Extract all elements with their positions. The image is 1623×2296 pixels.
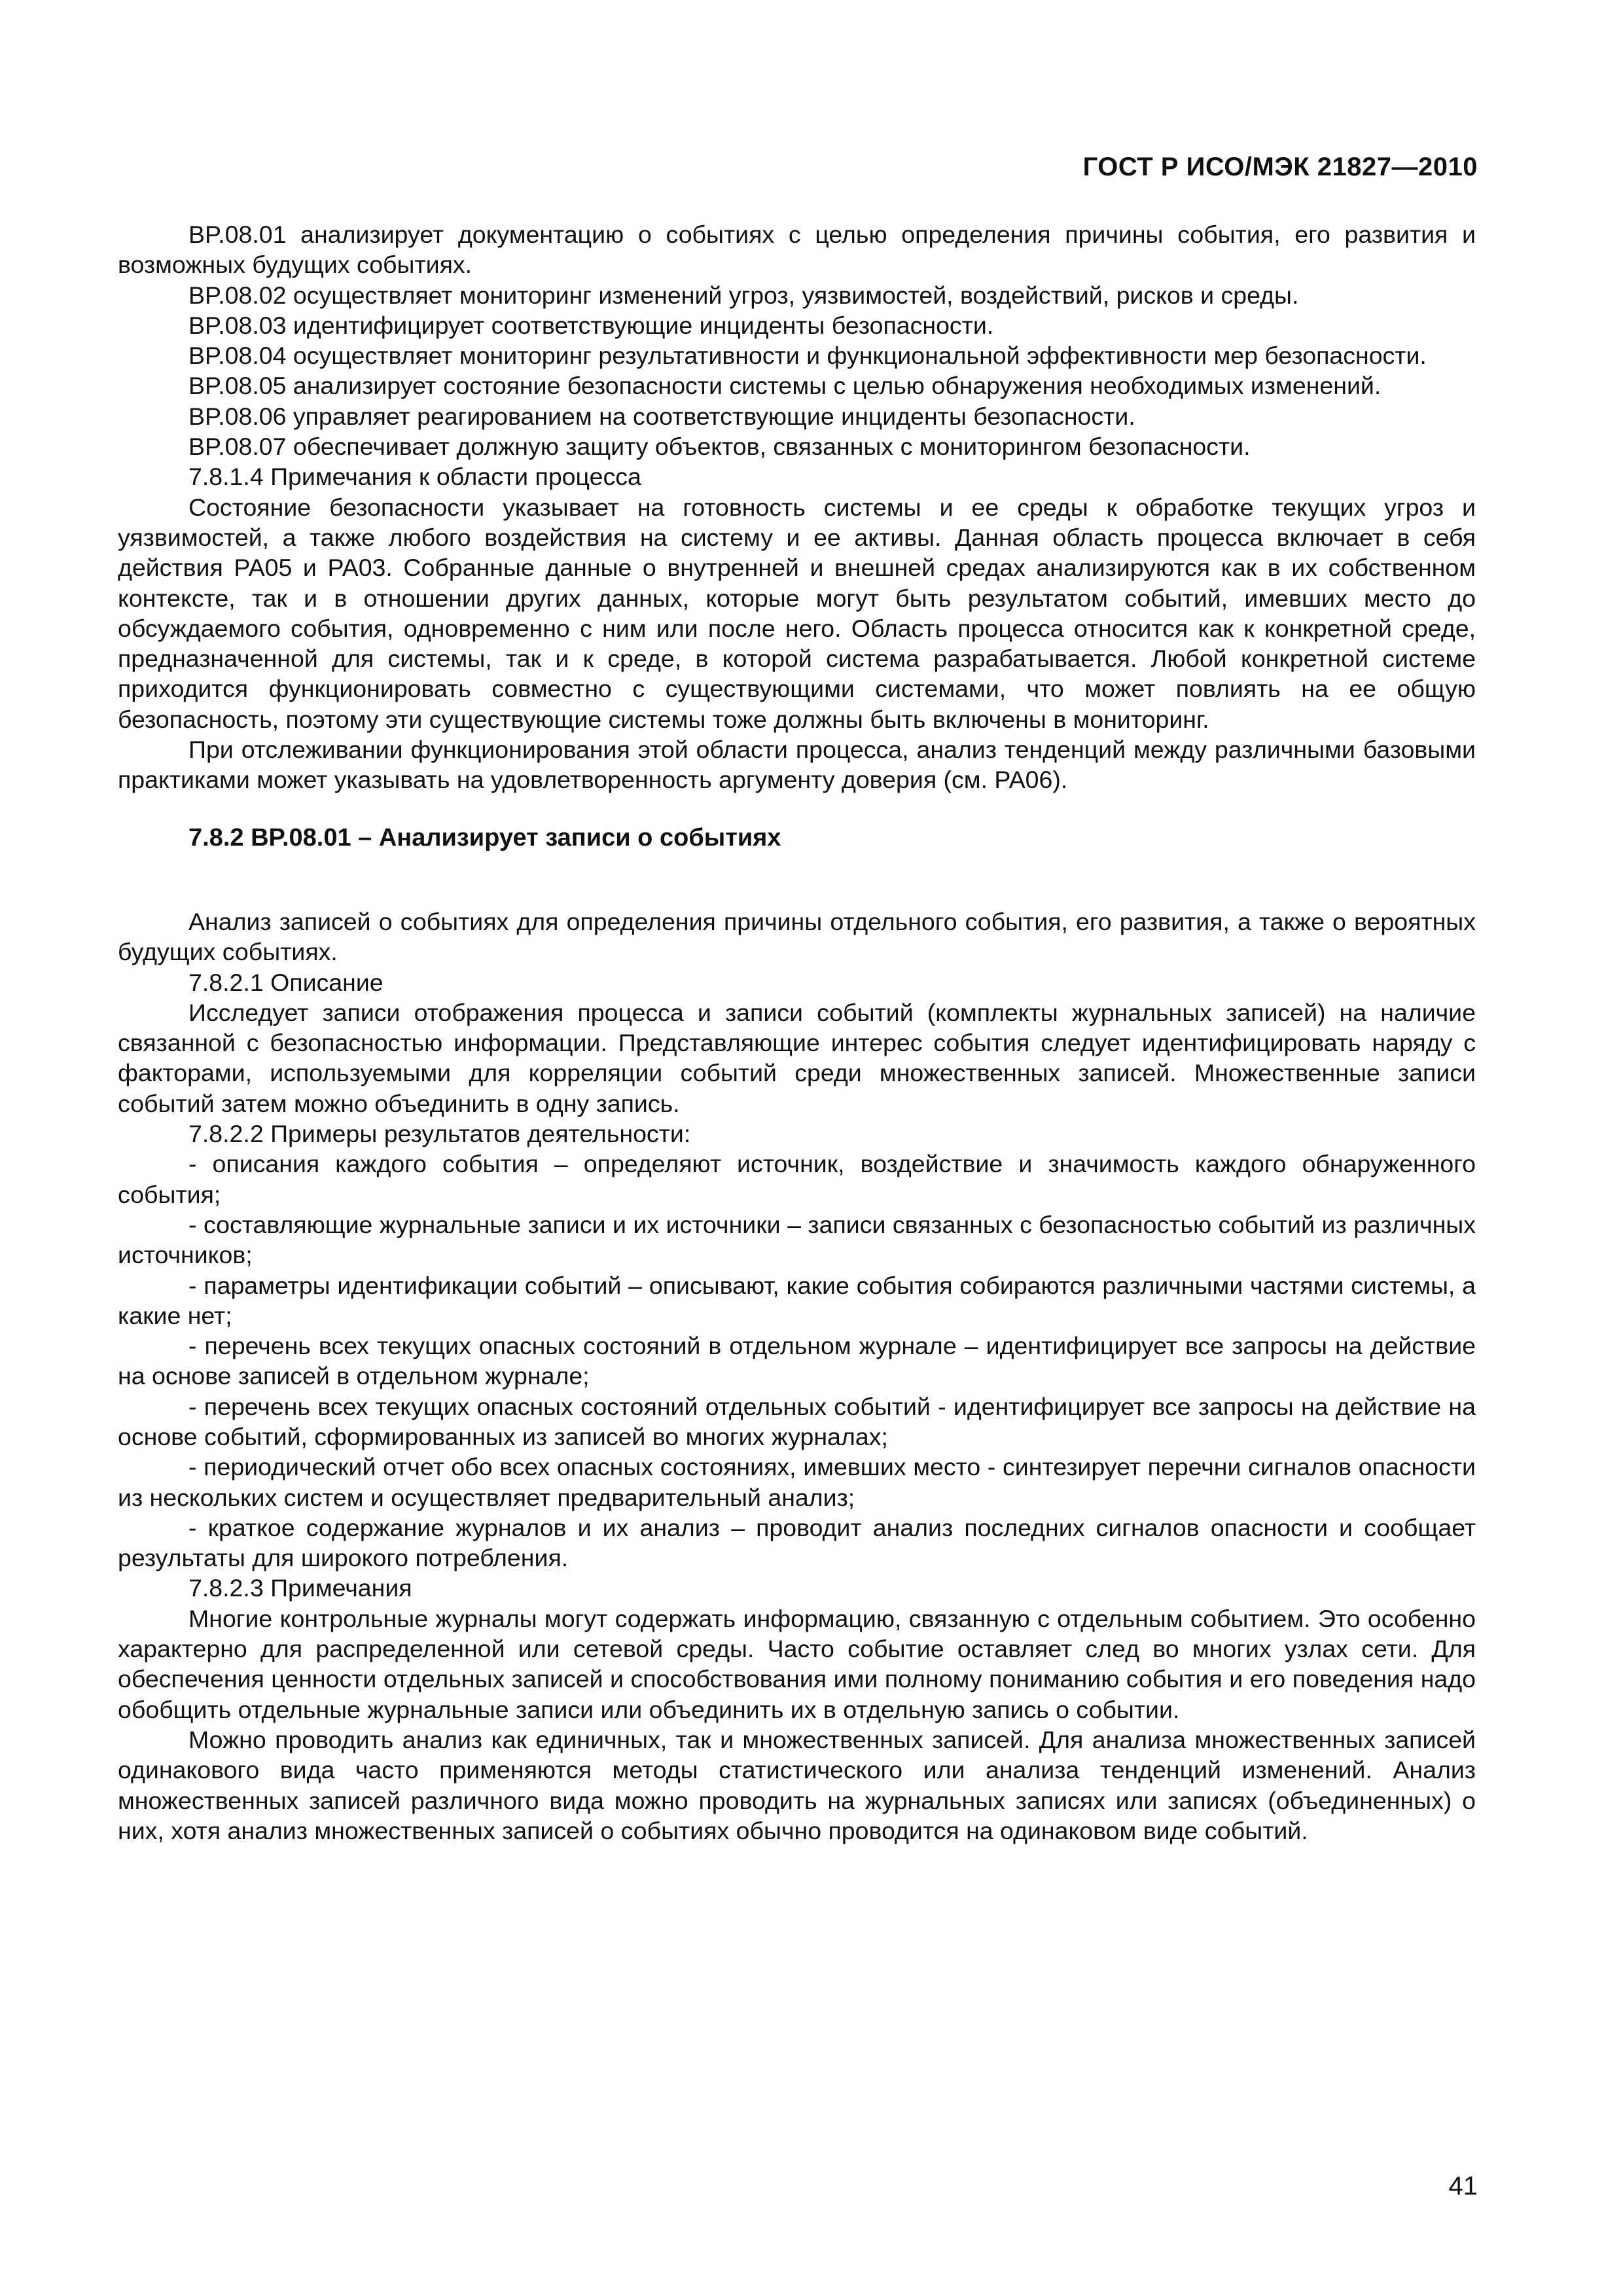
paragraph-bp0801: BP.08.01 анализирует документацию о событиях с целью определения причины события, его развития и возможных будущих событиях. [118,221,1476,279]
page-number: 41 [1448,2172,1478,2200]
subheading-7-8-1-4: 7.8.1.4 Примечания к области процесса [188,463,641,491]
list-item-identification-params: - параметры идентификации событий – описывают, какие события собираются различными частями системы, а какие нет; [118,1271,1476,1329]
paragraph-bp0802: BP.08.02 осуществляет мониторинг изменений угроз, уязвимостей, воздействий, рисков и среды. [188,281,1299,309]
paragraph-trend-analysis: При отслеживании функционирования этой области процесса, анализ тенденций между различными базовыми практиками может указывать на удовлетворенность аргументу доверия (см. PA06). [118,736,1476,794]
subheading-7-8-2-2: 7.8.2.2 Примеры результатов деятельности: [188,1120,691,1148]
paragraph-bp0804: BP.08.04 осуществляет мониторинг результативности и функциональной эффективности мер безопасности. [188,342,1427,370]
section-heading-7-8-2: 7.8.2 BP.08.01 – Анализирует записи о событиях [188,823,781,852]
paragraph-description: Исследует записи отображения процесса и записи событий (комплекты журнальных записей) на наличие связанной с безопасностью информации. Представляющие интерес события следует идентифицировать наряду с факторами, используемыми для корреляции событий среди множественных записей. Множественные записи событий затем можно объединить в одну запись. [118,998,1476,1117]
document-body [118,219,1476,1846]
paragraph-notes-analysis: Можно проводить анализ как единичных, так и множественных записей. Для анализа множественных записей одинакового вида часто применяются методы статистического или анализа тенденций изменений. Анализ множественных записей различного вида можно проводить на журнальных записях или записях (объединенных) о них, хотя анализ множественных записей о событиях обычно проводится на одинаковом виде событий. [118,1725,1476,1844]
list-item-multi-log-alarms: - перечень всех текущих опасных состояний отдельных событий - идентифицирует все запросы на действие на основе событий, сформированных из записей во многих журналах; [118,1392,1476,1450]
subheading-7-8-2-1: 7.8.2.1 Описание [188,968,383,996]
list-item-log-summary: - краткое содержание журналов и их анализ – проводит анализ последних сигналов опасности и сообщает результаты для широкого потребления. [118,1513,1476,1572]
paragraph-bp0807: BP.08.07 обеспечивает должную защиту объектов, связанных с мониторингом безопасности. [188,433,1251,461]
paragraph-notes-logs: Многие контрольные журналы могут содержать информацию, связанную с отдельным событием. Это особенно характерно для распределенной или сетевой среды. Часто событие оставляет след во многих узлах сети. Для обеспечения ценности отдельных записей и способствования ими полному пониманию события и его поведения надо обобщить отдельные журнальные записи или объединить их в отдельную запись о событии. [118,1604,1476,1723]
paragraph-event-analysis-intro: Анализ записей о событиях для определения причины отдельного события, его развития, а также о вероятных будущих событиях. [118,907,1476,966]
paragraph-bp0806: BP.08.06 управляет реагированием на соответствующие инциденты безопасности. [188,402,1135,430]
paragraph-security-state: Состояние безопасности указывает на готовность системы и ее среды к обработке текущих угроз и уязвимостей, а также любого воздействия на систему и ее активы. Данная область процесса включает в себя действия PA05 и PA03. Собранные данные о внутренней и внешней средах анализируются как в их собственном контексте, так и в отношении других данных, которые могут быть результатом событий, имевших место до обсуждаемого события, одновременно с ним или после него. Область процесса относится как к конкретной среде, предназначенной для системы, так и к среде, в которой система разрабатывается. Любой конкретной системе приходится функционировать совместно с существующими системами, что может повлиять на ее общую безопасность, поэтому эти существующие системы тоже должны быть включены в мониторинг. [118,493,1476,733]
list-item-event-descriptions: - описания каждого события – определяют источник, воздействие и значимость каждого обнаруженного события; [118,1150,1476,1208]
paragraph-bp0805: BP.08.05 анализирует состояние безопасности системы с целью обнаружения необходимых изменений. [188,372,1382,400]
paragraph-bp0803: BP.08.03 идентифицирует соответствующие инциденты безопасности. [188,311,994,339]
list-item-single-log-alarms: - перечень всех текущих опасных состояний в отдельном журнале – идентифицирует все запросы на действие на основе записей в отдельном журнале; [118,1332,1476,1390]
list-item-periodic-report: - периодический отчет обо всех опасных состояниях, имевших место - синтезирует перечни сигналов опасности из нескольких систем и осуществляет предварительный анализ; [118,1453,1476,1511]
subheading-7-8-2-3: 7.8.2.3 Примечания [188,1574,412,1602]
list-item-log-records: - составляющие журнальные записи и их источники – записи связанных с безопасностью событий из различных источников; [118,1210,1476,1269]
document-header: ГОСТ Р ИСО/МЭК 21827—2010 [1082,152,1478,181]
